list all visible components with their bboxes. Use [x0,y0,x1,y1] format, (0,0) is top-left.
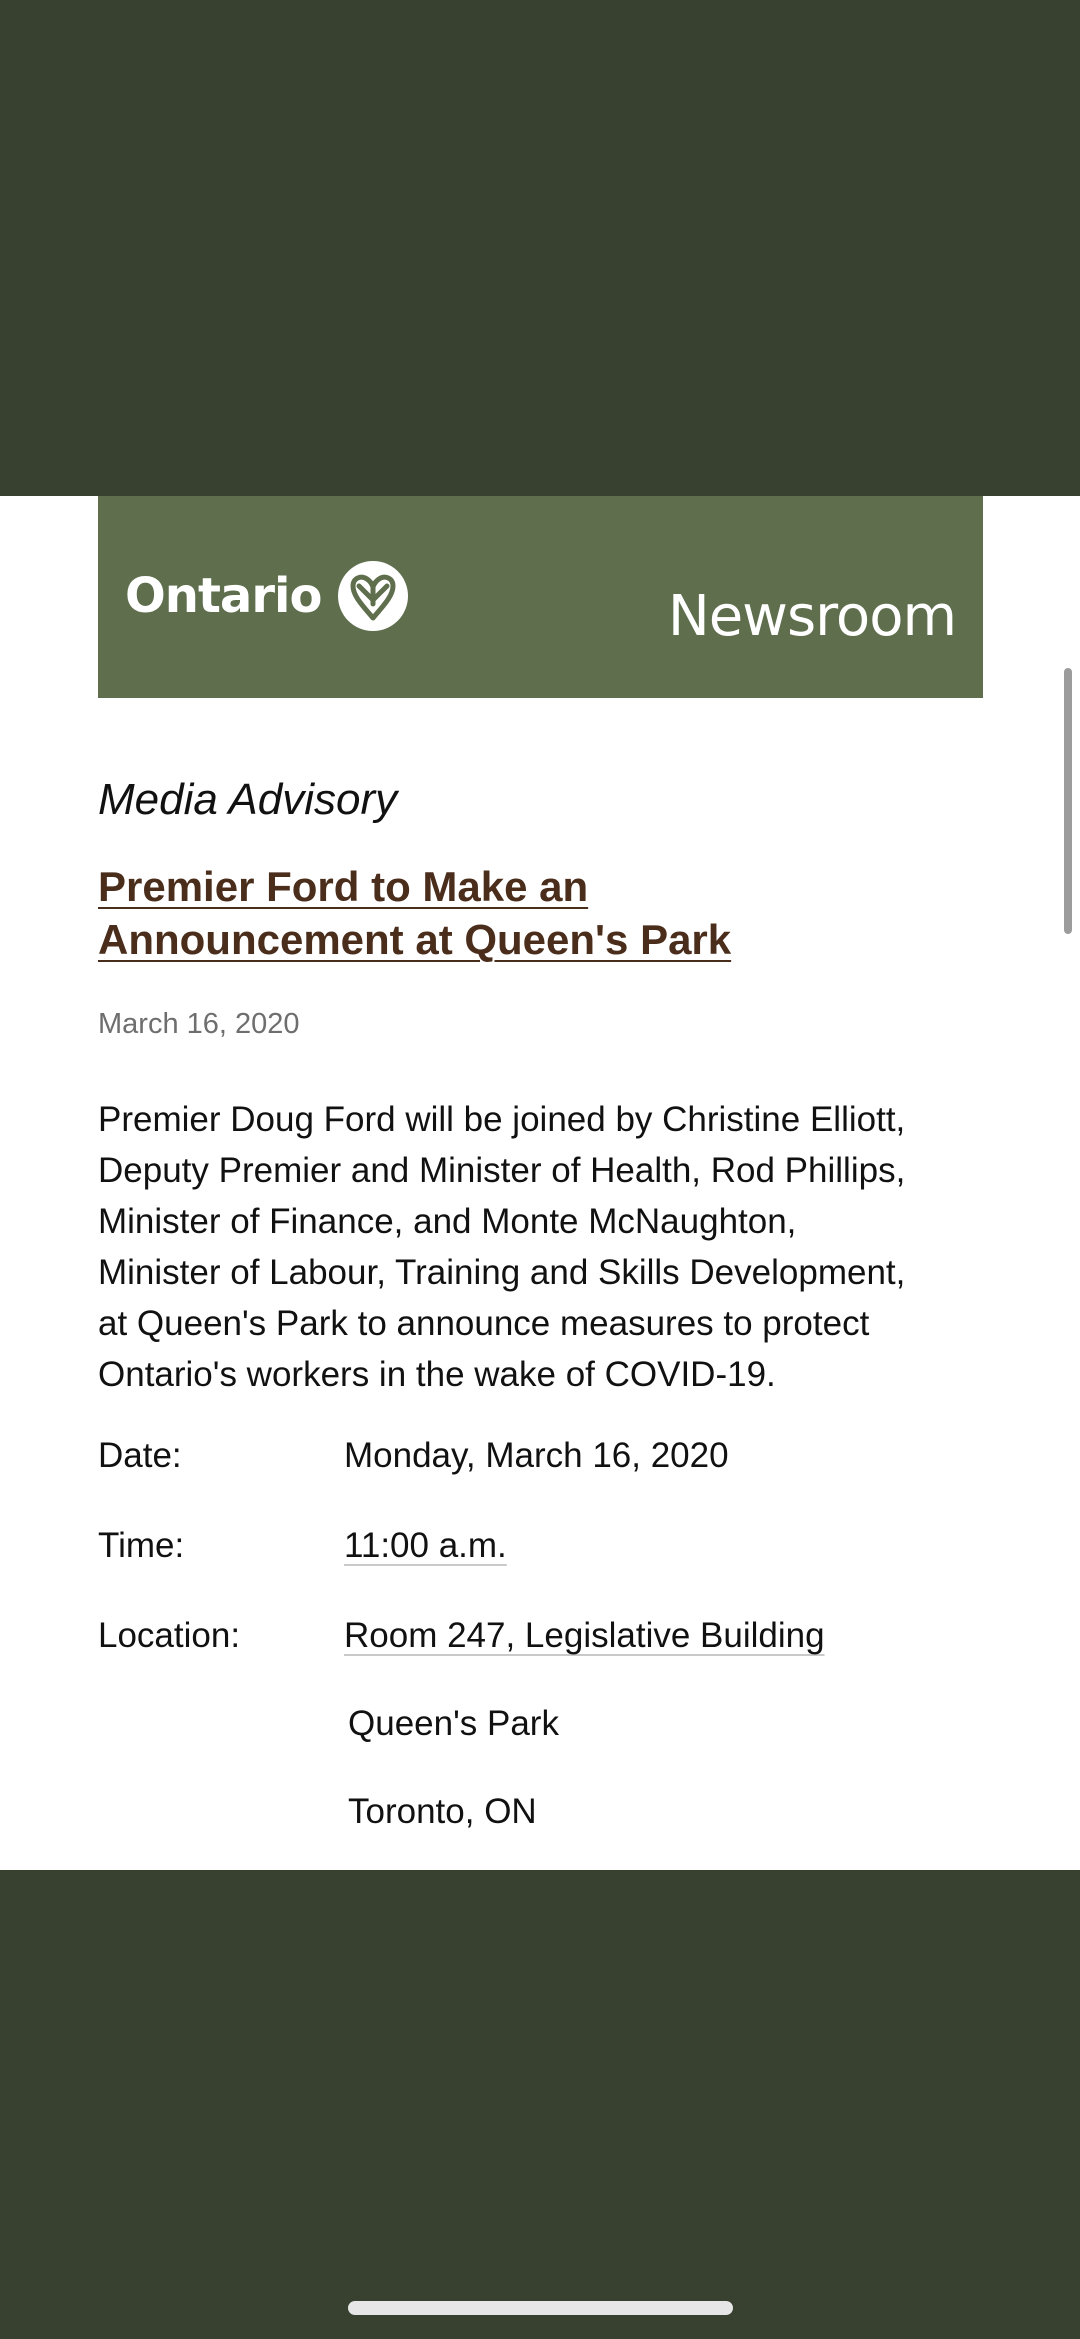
headline-line-2: Announcement at Queen's Park [98,916,732,963]
newsroom-banner [98,496,983,698]
location-value-link[interactable]: Room 247, Legislative Building [344,1616,825,1655]
location-row [98,1616,978,1666]
body-line: at Queen's Park to announce measures to protect [98,1304,870,1343]
trillium-icon [337,560,409,632]
publication-date: March 16, 2020 [98,1008,300,1040]
body-line: Ontario's workers in the wake of COVID-19. [98,1355,776,1394]
time-value-link[interactable]: 11:00 a.m. [344,1526,507,1565]
vertical-scrollbar[interactable] [1064,668,1072,934]
body-line: Minister of Finance, and Monte McNaughton, [98,1202,797,1241]
brand-name: Ontario [125,568,322,624]
date-row [98,1436,978,1486]
date-value: Monday, March 16, 2020 [344,1436,729,1475]
location-line-3: Toronto, ON [348,1792,537,1831]
email-content [0,496,1080,1870]
advisory-type: Media Advisory [98,775,398,824]
location-row-2 [98,1704,978,1754]
location-label: Location: [98,1616,241,1655]
top-background [0,0,1080,496]
location-row-3 [98,1792,978,1842]
article-body [98,1094,998,1400]
location-line-2: Queen's Park [348,1704,559,1743]
body-line: Deputy Premier and Minister of Health, Rod Phillips, [98,1151,906,1190]
ontario-logo [125,560,409,632]
date-label: Date: [98,1436,182,1475]
time-label: Time: [98,1526,185,1565]
headline-link[interactable] [98,860,958,966]
time-row [98,1526,978,1576]
newsroom-label: Newsroom [667,584,956,649]
body-line: Minister of Labour, Training and Skills Development, [98,1253,906,1292]
home-indicator[interactable] [348,2301,733,2315]
body-line: Premier Doug Ford will be joined by Christine Elliott, [98,1100,906,1139]
headline-line-1: Premier Ford to Make an [98,863,589,910]
